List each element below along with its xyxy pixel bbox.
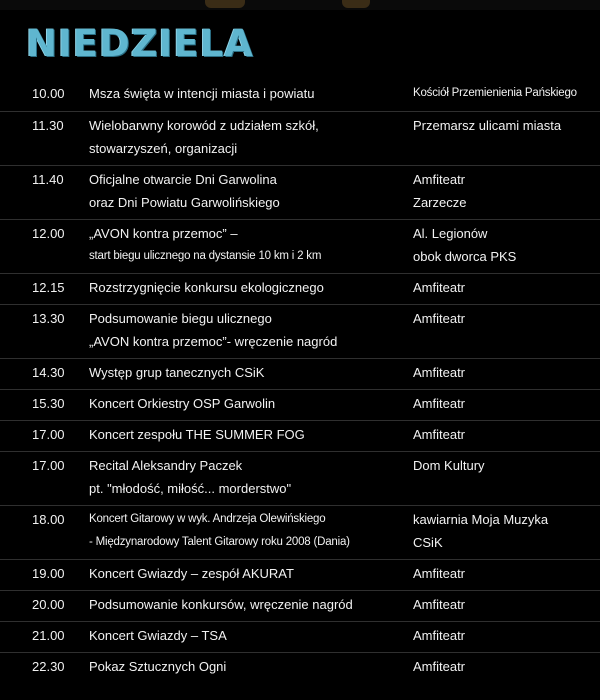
- schedule-row: [0, 420, 600, 452]
- schedule-row: [0, 559, 600, 591]
- event-title: [89, 593, 401, 616]
- event-time: 17.00: [32, 458, 65, 473]
- event-venue-line: Amfiteatr: [413, 659, 466, 674]
- schedule-row: [0, 590, 600, 622]
- schedule-row: [0, 111, 600, 166]
- event-venue: [413, 454, 598, 477]
- event-venue-line: Amfiteatr: [413, 566, 466, 581]
- event-venue-line: Dom Kultury: [413, 458, 485, 473]
- event-venue-line: Amfiteatr: [413, 628, 466, 643]
- event-time: 14.30: [32, 365, 65, 380]
- schedule-row: [0, 219, 600, 274]
- event-title-line: Podsumowanie biegu ulicznego: [89, 311, 272, 326]
- schedule-row: [0, 652, 600, 684]
- event-time: 19.00: [32, 566, 65, 581]
- event-title-line: Recital Aleksandry Paczek: [89, 458, 243, 473]
- schedule-row: [0, 358, 600, 390]
- event-time: 20.00: [32, 597, 65, 612]
- event-venue: [413, 508, 598, 554]
- event-venue-line: obok dworca PKS: [413, 249, 517, 264]
- event-title: [89, 307, 401, 353]
- event-venue-line: Zarzecze: [413, 195, 467, 210]
- event-venue-line: Przemarsz ulicami miasta: [413, 118, 562, 133]
- event-time: 21.00: [32, 628, 65, 643]
- event-venue-line: CSiK: [413, 535, 443, 550]
- schedule-row: [0, 80, 600, 111]
- event-venue-line: Amfiteatr: [413, 396, 466, 411]
- page-title: NIEDZIELA: [26, 22, 254, 65]
- event-venue: [413, 82, 598, 105]
- event-title-line: Koncert Gwiazdy – TSA: [89, 628, 227, 643]
- event-title: [89, 508, 401, 554]
- event-title-line: Występ grup tanecznych CSiK: [89, 365, 265, 380]
- event-title: [89, 562, 401, 585]
- event-title: [89, 222, 401, 268]
- event-time: 12.15: [32, 280, 65, 295]
- event-venue-line: Kościół Przemienienia Pańskiego: [413, 87, 577, 99]
- schedule-row: [0, 273, 600, 305]
- event-title: [89, 168, 401, 214]
- event-venue-line: kawiarnia Moja Muzyka: [413, 512, 549, 527]
- event-venue: [413, 276, 598, 299]
- event-venue: [413, 593, 598, 616]
- decorative-shape: [205, 0, 245, 8]
- event-title-line: oraz Dni Powiatu Garwolińskiego: [89, 195, 280, 210]
- event-time: 15.30: [32, 396, 65, 411]
- event-venue: [413, 423, 598, 446]
- event-venue: [413, 624, 598, 647]
- event-venue-line: Amfiteatr: [413, 365, 466, 380]
- event-title-line: „AVON kontra przemoc” –: [89, 226, 238, 241]
- schedule-row: [0, 451, 600, 506]
- event-title-line: Koncert zespołu THE SUMMER FOG: [89, 427, 305, 442]
- schedule-row: [0, 304, 600, 359]
- event-venue: [413, 562, 598, 585]
- schedule-row: [0, 165, 600, 220]
- event-venue: [413, 114, 598, 137]
- event-venue: [413, 392, 598, 415]
- event-title: [89, 114, 401, 160]
- event-time: 11.30: [32, 118, 64, 133]
- event-venue: [413, 168, 598, 214]
- event-time: 22.30: [32, 659, 65, 674]
- event-venue: [413, 307, 598, 330]
- event-venue-line: Amfiteatr: [413, 280, 466, 295]
- event-venue: [413, 361, 598, 384]
- event-venue: [413, 655, 598, 678]
- event-title-line: Koncert Gwiazdy – zespół AKURAT: [89, 566, 294, 581]
- event-title: [89, 454, 401, 500]
- event-title-line: Podsumowanie konkursów, wręczenie nagród: [89, 597, 353, 612]
- event-title-line: Koncert Gitarowy w wyk. Andrzeja Olewińskiego: [89, 513, 326, 525]
- event-title: [89, 392, 401, 415]
- event-title-line: Koncert Orkiestry OSP Garwolin: [89, 396, 276, 411]
- event-time: 17.00: [32, 427, 65, 442]
- event-title: [89, 82, 401, 105]
- event-venue-line: Amfiteatr: [413, 311, 466, 326]
- schedule-row: [0, 389, 600, 421]
- top-image-strip: [0, 0, 600, 10]
- event-title-line: Oficjalne otwarcie Dni Garwolina: [89, 172, 277, 187]
- event-title-line: stowarzyszeń, organizacji: [89, 141, 238, 156]
- event-title-line: Wielobarwny korowód z udziałem szkół,: [89, 118, 319, 133]
- event-venue-line: Amfiteatr: [413, 172, 466, 187]
- schedule-row: [0, 621, 600, 653]
- event-title: [89, 276, 401, 299]
- event-title: [89, 624, 401, 647]
- schedule-row: [0, 505, 600, 560]
- event-time: 10.00: [32, 86, 65, 101]
- event-title: [89, 423, 401, 446]
- event-title: [89, 361, 401, 384]
- event-title-line: - Międzynarodowy Talent Gitarowy roku 2008 (Dania): [89, 536, 350, 548]
- event-title-line: start biegu ulicznego na dystansie 10 km i 2 km: [89, 250, 322, 262]
- event-title-line: „AVON kontra przemoc”- wręczenie nagród: [89, 334, 338, 349]
- event-title-line: Rozstrzygnięcie konkursu ekologicznego: [89, 280, 324, 295]
- event-time: 11.40: [32, 172, 64, 187]
- event-time: 18.00: [32, 512, 65, 527]
- event-title-line: Msza święta w intencji miasta i powiatu: [89, 86, 315, 101]
- event-time: 13.30: [32, 311, 65, 326]
- decorative-shape: [342, 0, 370, 8]
- event-title: [89, 655, 401, 678]
- event-title-line: pt. "młodość, miłość... morderstwo": [89, 481, 292, 496]
- event-title-line: Pokaz Sztucznych Ogni: [89, 659, 227, 674]
- event-venue-line: Al. Legionów: [413, 226, 488, 241]
- event-venue: [413, 222, 598, 268]
- event-venue-line: Amfiteatr: [413, 597, 466, 612]
- event-time: 12.00: [32, 226, 65, 241]
- event-venue-line: Amfiteatr: [413, 427, 466, 442]
